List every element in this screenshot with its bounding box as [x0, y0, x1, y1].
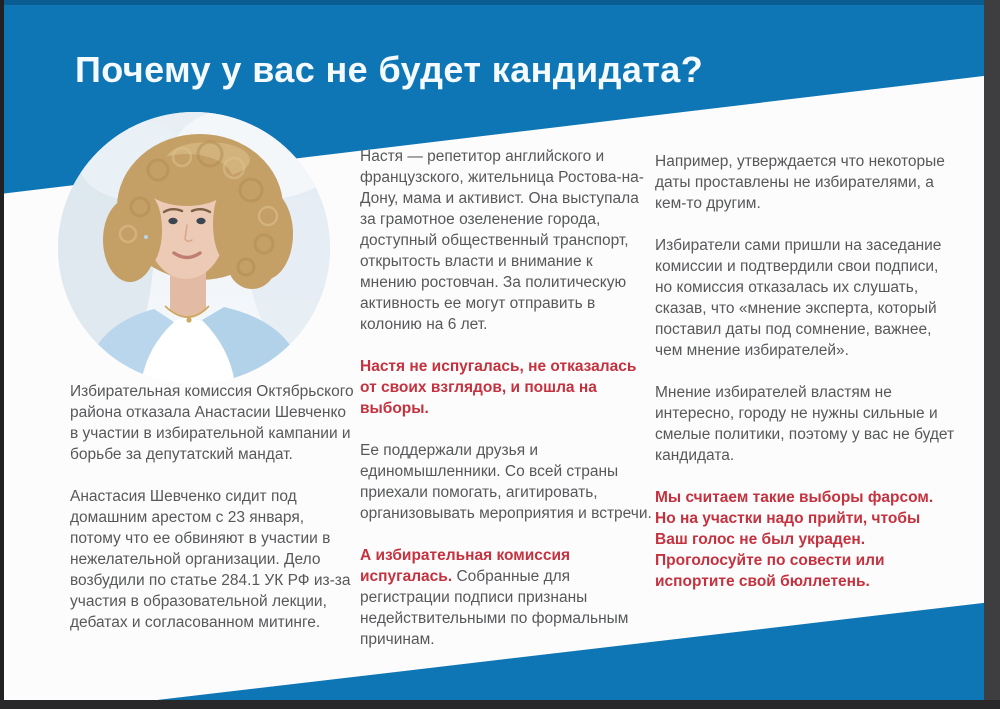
paragraph-house-arrest: Анастасия Шевченко сидит под домашним арестом с 23 января, потому что ее обвиняют в участии в нежелательной организации. Дело возбудили по статье 284.1 УК РФ из-за участия в образовательной лекции, дебатах и согласованном митинге. [70, 488, 351, 631]
candidate-photo [58, 112, 330, 384]
gray-rest-text: Собранные для регистрации подписи признаны недействительными по формальным причинам. [360, 568, 629, 648]
page-title: Почему у вас не будет кандидата? [75, 49, 704, 90]
left-dark-edge [0, 0, 4, 709]
paragraph-voters-came: Избиратели сами пришли на заседание комиссии и подтвердили свои подписи, но комиссия отказалась их слушать, сказав, что «мнение эксперта, который поставил даты под сомнение, важнее, чем мнение избирателей». [655, 237, 942, 359]
bottom-dark-bar [0, 700, 1000, 709]
paragraph-not-afraid: Настя не испугалась, не отказалась от своих взглядов, и пошла на выборы. [360, 358, 637, 417]
candidate-portrait-illustration [58, 112, 330, 384]
paragraph-bio: Настя — репетитор английского и французского, жительница Ростова-на-Дону, мама и активист. Она выступала за грамотное озеленение города, доступный общественный транспорт, открытость власти и внимание к мнению ростовчан. За политическую активность ее могут отправить в колонию на 6 лет. [360, 148, 644, 333]
paragraph-opinion-ignored: Мнение избирателей властям не интересно, городу не нужны сильные и смелые политики, поэтому у вас не будет кандидата. [655, 384, 955, 464]
column-middle [360, 146, 652, 671]
paragraph-supporters: Ее поддержали друзья и единомышленники. Со всей страны приехали помогать, агитировать, организовывать мероприятия и встречи. [360, 442, 652, 522]
paragraph-call-to-action: Мы считаем такие выборы фарсом. Но на участки надо прийти, чтобы Ваш голос не был украден. Проголосуйте по совести или испортите свой бюллетень. [655, 489, 934, 590]
paragraph-commission-refused: Избирательная комиссия Октябрьского района отказала Анастасии Шевченко в участии в избирательной кампании и борьбе за депутатский мандат. [70, 383, 354, 463]
red-lead-text: А избирательная комиссия испугалась. [360, 547, 571, 585]
top-dark-strip [0, 0, 1000, 5]
column-right [655, 151, 955, 613]
paragraph-commission-scared [360, 545, 652, 650]
paragraph-dates-claim: Например, утверждается что некоторые даты проставлены не избирателями, а кем-то другим. [655, 153, 945, 212]
column-left [70, 381, 355, 654]
right-dark-edge [984, 0, 1000, 709]
